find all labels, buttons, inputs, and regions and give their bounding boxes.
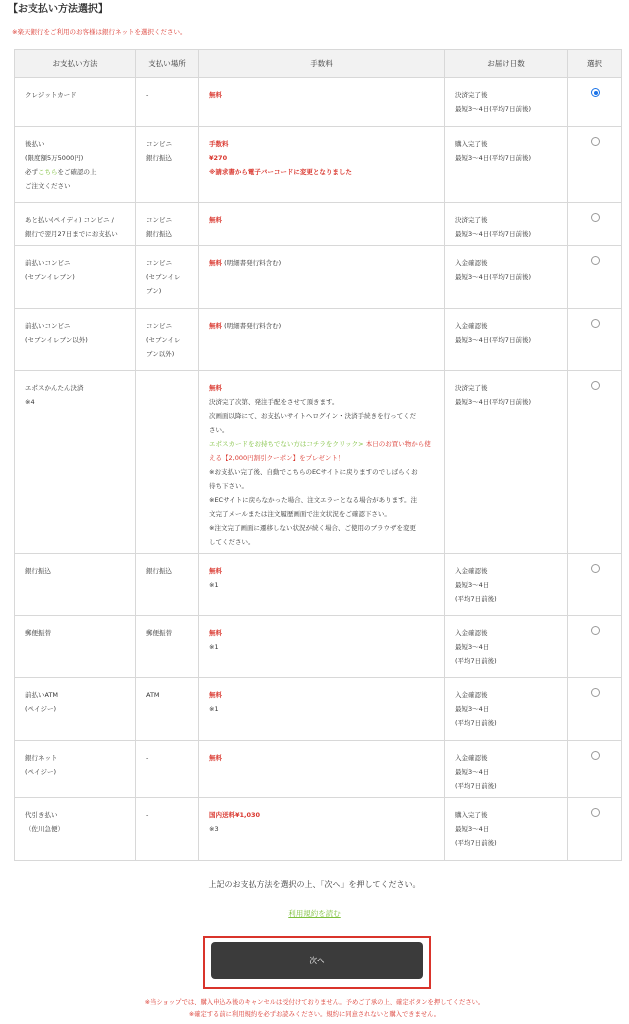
place-text: ブン)	[146, 287, 162, 295]
select-cell	[568, 798, 622, 861]
place-text: ブン以外)	[146, 350, 175, 358]
fee-free: 無料	[209, 259, 222, 267]
fee-note: ※注文完了画面に遷移しない状況が続く場合、ご使用のブラウザを変更	[209, 524, 416, 532]
delivery-line: 最短3～4日(平均7日前後)	[455, 336, 531, 344]
place-cell	[136, 554, 199, 616]
delivery-line: 最短3～4日(平均7日前後)	[455, 273, 531, 281]
method-name: あと払い(ペイディ) コンビニ /	[25, 216, 114, 224]
select-cell	[568, 309, 622, 371]
delivery-cell	[445, 798, 568, 861]
delivery-cell	[445, 616, 568, 678]
place-text: コンビニ	[146, 259, 172, 267]
delivery-line: 決済完了後	[455, 216, 488, 224]
method-name: 銀行ネット	[25, 754, 58, 762]
method-cell	[15, 616, 136, 678]
fee-cell	[199, 678, 445, 741]
row-cash-on-delivery[interactable]	[15, 798, 622, 861]
delivery-line: (平均7日前後)	[455, 839, 497, 847]
fee-free: 無料	[209, 567, 222, 575]
place-cell	[136, 741, 199, 798]
method-cell	[15, 798, 136, 861]
select-cell	[568, 203, 622, 246]
method-pre: 必ず	[25, 168, 38, 176]
radio-cash-on-delivery[interactable]	[591, 808, 600, 817]
delivery-line: 最短3～4日(平均7日前後)	[455, 398, 531, 406]
delivery-line: 決済完了後	[455, 384, 488, 392]
method-cell	[15, 78, 136, 127]
delivery-cell	[445, 127, 568, 203]
method-cell	[15, 554, 136, 616]
method-post: をご確認の上	[57, 168, 97, 176]
radio-prepay-other[interactable]	[591, 319, 600, 328]
fee-cell	[199, 554, 445, 616]
header-place: 支払い場所	[136, 50, 199, 78]
place-cell	[136, 309, 199, 371]
row-credit-card[interactable]	[15, 78, 622, 127]
delivery-line: 購入完了後	[455, 140, 488, 148]
terms-agreement-note: ※確定する前に利用規約を必ずお読みください。規約に同意されないと購入できません。	[188, 1011, 441, 1018]
delivery-cell	[445, 246, 568, 309]
row-deferred-payment[interactable]	[15, 127, 622, 203]
select-cell	[568, 616, 622, 678]
fee-free: 無料	[209, 91, 222, 99]
place-text: (セブンイレ	[146, 336, 181, 344]
fee-cell	[199, 203, 445, 246]
method-name: 代引き払い	[25, 811, 58, 819]
fee-cell	[199, 741, 445, 798]
row-epos[interactable]	[15, 371, 622, 554]
row-prepay-seven[interactable]	[15, 246, 622, 309]
table-header-row	[15, 50, 622, 78]
delivery-cell	[445, 678, 568, 741]
method-name: (ペイジー)	[25, 768, 57, 776]
delivery-line: 最短3～4日(平均7日前後)	[455, 105, 531, 113]
delivery-cell	[445, 371, 568, 554]
header-delivery: お届け日数	[445, 50, 568, 78]
place-cell	[136, 371, 199, 554]
fee-free: 無料	[209, 216, 222, 224]
fee-line: さい。	[209, 426, 229, 434]
select-cell	[568, 127, 622, 203]
fee-cell	[199, 246, 445, 309]
header-select: 選択	[568, 50, 622, 78]
place-cell	[136, 246, 199, 309]
fee-cell	[199, 371, 445, 554]
shipping-fee: 国内送料¥1,030	[209, 811, 261, 819]
fee-amount: ¥270	[209, 154, 228, 162]
details-link[interactable]: こちら	[38, 168, 58, 176]
fee-extra: (明細書発行料含む)	[222, 322, 282, 330]
fee-cell	[199, 798, 445, 861]
delivery-line: 最短3～4日	[455, 825, 490, 833]
select-cell	[568, 78, 622, 127]
method-name: 銀行で翌月27日までにお支払い	[25, 230, 118, 238]
place-text: 郵便振替	[146, 629, 172, 637]
fee-extra: (明細書発行料含む)	[222, 259, 282, 267]
radio-bank-net[interactable]	[591, 751, 600, 760]
select-cell	[568, 371, 622, 554]
delivery-line: 入金確認後	[455, 259, 488, 267]
delivery-line: 入金確認後	[455, 691, 488, 699]
place-cell	[136, 78, 199, 127]
fee-note: ※1	[209, 705, 219, 713]
radio-deferred-payment[interactable]	[591, 137, 600, 146]
method-cell	[15, 678, 136, 741]
place-cell	[136, 203, 199, 246]
delivery-line: 最短3～4日	[455, 581, 490, 589]
fee-label: 手数料	[209, 140, 229, 148]
fee-cell	[199, 616, 445, 678]
delivery-line: 最短3～4日	[455, 643, 490, 651]
delivery-line: 最短3～4日(平均7日前後)	[455, 154, 531, 162]
radio-paidy[interactable]	[591, 213, 600, 222]
delivery-cell	[445, 554, 568, 616]
fee-note: ※お支払い完了後、自動でこちらのECサイトに戻りますのでしばらくお	[209, 468, 418, 476]
fee-free: 無料	[209, 754, 222, 762]
header-method: お支払い方法	[15, 50, 136, 78]
row-prepay-atm[interactable]	[15, 678, 622, 741]
place-cell	[136, 127, 199, 203]
method-limit: (限度額5万5000円)	[25, 154, 84, 162]
row-bank-transfer[interactable]	[15, 554, 622, 616]
terms-link[interactable]: 利用規約を読む	[288, 909, 341, 918]
fee-cell	[199, 309, 445, 371]
epos-card-link[interactable]: エポスカードをお持ちでない方はコチラをクリック>	[209, 440, 366, 448]
radio-prepay-seven[interactable]	[591, 256, 600, 265]
method-cell	[15, 203, 136, 246]
method-cell	[15, 371, 136, 554]
method-cell	[15, 309, 136, 371]
delivery-cell	[445, 78, 568, 127]
delivery-line: 最短3～4日(平均7日前後)	[455, 230, 531, 238]
method-cell	[15, 246, 136, 309]
delivery-cell	[445, 309, 568, 371]
place-text: コンビニ	[146, 140, 172, 148]
method-name: (セブンイレブン以外)	[25, 336, 88, 344]
header-fee: 手数料	[199, 50, 445, 78]
method-name: エポスかんたん決済	[25, 384, 84, 392]
place-text: 銀行振込	[146, 230, 172, 238]
epos-promo	[209, 437, 436, 465]
delivery-line: 入金確認後	[455, 629, 488, 637]
cancel-policy-note: ※当ショップでは、購入申込み後のキャンセルは受付けておりません。予めご了承の上、確定ボタンを押してください。	[144, 999, 485, 1006]
fee-free: 無料	[209, 322, 222, 330]
row-paidy[interactable]	[15, 203, 622, 246]
method-name: （佐川急便）	[25, 825, 64, 833]
method-name: 前払いコンビニ	[25, 259, 71, 267]
delivery-line: (平均7日前後)	[455, 782, 497, 790]
fee-cell	[199, 78, 445, 127]
delivery-cell	[445, 741, 568, 798]
select-instruction: 上記のお支払方法を選択の上、「次へ」を押してください。	[208, 880, 421, 889]
place-text: -	[146, 91, 149, 99]
place-cell	[136, 678, 199, 741]
delivery-line: 入金確認後	[455, 754, 488, 762]
method-name: 後払い	[25, 140, 45, 148]
method-name: 前払いATM	[25, 691, 59, 699]
fee-note: ※3	[209, 825, 219, 833]
rakuten-bank-note: ※楽天銀行をご利用のお客様は銀行ネットを選択ください。	[12, 28, 187, 36]
method-name: クレジットカード	[25, 91, 77, 99]
place-text: 銀行振込	[146, 154, 172, 162]
place-cell	[136, 798, 199, 861]
row-postal-transfer[interactable]	[15, 616, 622, 678]
method-name: 郵便振替	[25, 629, 51, 637]
delivery-line: 決済完了後	[455, 91, 488, 99]
radio-epos[interactable]	[591, 381, 600, 390]
delivery-line: 入金確認後	[455, 567, 488, 575]
fee-note: 待ち下さい。	[209, 482, 248, 490]
place-text: -	[146, 811, 149, 819]
fee-free: 無料	[209, 691, 222, 699]
fee-note: ※ECサイトに戻らなかった場合、注文エラーとなる場合があります。注	[209, 496, 418, 504]
select-cell	[568, 554, 622, 616]
place-cell	[136, 616, 199, 678]
place-text: コンビニ	[146, 216, 172, 224]
next-button[interactable]: 次へ	[211, 942, 423, 979]
delivery-cell	[445, 203, 568, 246]
fee-note: してください。	[209, 538, 255, 546]
place-text: 銀行振込	[146, 567, 172, 575]
row-prepay-other[interactable]	[15, 309, 622, 371]
fee-note: ※1	[209, 643, 219, 651]
fee-cell	[199, 127, 445, 203]
method-name: (ペイジー)	[25, 705, 57, 713]
method-check-line	[25, 165, 127, 179]
method-note: ※4	[25, 398, 35, 406]
delivery-line: 最短3～4日	[455, 768, 490, 776]
fee-note: ※1	[209, 581, 219, 589]
method-name: 前払いコンビニ	[25, 322, 71, 330]
place-text: ATM	[146, 691, 160, 699]
delivery-line: 購入完了後	[455, 811, 488, 819]
coupon-promo: 本日のお買い物から使える【2,000円割引クーポン】をプレゼント！	[209, 440, 431, 462]
select-cell	[568, 678, 622, 741]
select-cell	[568, 741, 622, 798]
payment-method-table	[14, 49, 622, 861]
place-text: -	[146, 754, 149, 762]
radio-prepay-atm[interactable]	[591, 688, 600, 697]
method-name: (セブンイレブン)	[25, 273, 75, 281]
place-text: (セブンイレ	[146, 273, 181, 281]
method-name: 銀行振込	[25, 567, 51, 575]
fee-free: 無料	[209, 384, 222, 392]
row-bank-net[interactable]	[15, 741, 622, 798]
place-text: コンビニ	[146, 322, 172, 330]
radio-bank-transfer[interactable]	[591, 564, 600, 573]
method-last: ご注文ください	[25, 182, 71, 190]
method-cell	[15, 127, 136, 203]
delivery-line: (平均7日前後)	[455, 595, 497, 603]
radio-postal-transfer[interactable]	[591, 626, 600, 635]
page-title: 【お支払い方法選択】	[8, 4, 108, 15]
radio-credit-card[interactable]	[591, 88, 600, 97]
delivery-line: (平均7日前後)	[455, 719, 497, 727]
fee-line: 次画面以降にて、お支払いサイトへログイン・決済手続きを行ってくだ	[209, 412, 417, 420]
fee-line: 決済完了次第、発注手配をさせて頂きます。	[209, 398, 339, 406]
select-cell	[568, 246, 622, 309]
delivery-line: 入金確認後	[455, 322, 488, 330]
delivery-line: 最短3～4日	[455, 705, 490, 713]
method-cell	[15, 741, 136, 798]
fee-note: 文完了メールまたは注文履歴画面で注文状況をご確認下さい。	[209, 510, 391, 518]
fee-note: ※請求書から電子バーコードに変更となりました	[209, 168, 352, 176]
fee-free: 無料	[209, 629, 222, 637]
delivery-line: (平均7日前後)	[455, 657, 497, 665]
